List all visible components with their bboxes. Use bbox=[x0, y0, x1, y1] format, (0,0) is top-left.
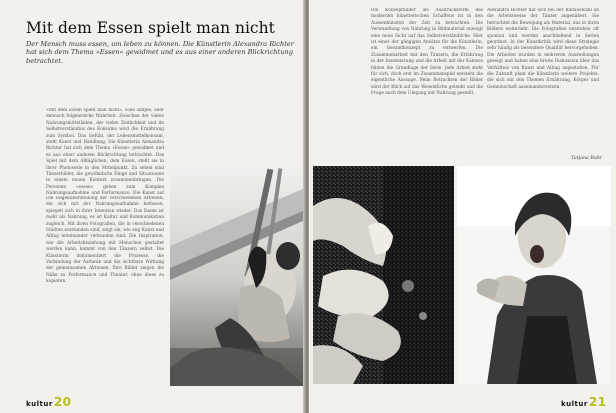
photo-bridge-figures bbox=[170, 168, 305, 386]
article-column-1: »Mit dem Essen spielt man nicht«. Eine simple, aber dennoch folgenreiche Wahrheit. Zwischen der vielen Nahrungsmittelläden, der vielen Zeitlichkeit und im Selbstverständnis des Konsums wird die Ernährung zum Symbol. Das Gefühl, der Lebensmittelkonsum, steht Kunst und Handlung. Die Künstlerin Alexandra Richter hat sich dem Thema »Essen« gewidmet und es aus einer anderen Blickrichtung betrachtet. Das Spiel mit dem Alltäglichen, dem Essen, stellt sie in ihrer Photoserie in den Mittelpunkt. Zu sehen sind Tänzerbilder, die gewöhnliche Dinge und Situationen in einem neuen Kontext zusammenbringen. Die Personen »essen« gehen zum Komplex Nahrungsaufnahme und Performance. Die Kunst auf bbox=[46, 108, 164, 196]
article-column-3: Die Konzeptbilder als Ausdrucksform des modernen künstlerischen Schaffens ist in den Aussenkünsten der Zeit zu betrachten. Die Verwandlung von Nahrung in Bildmaterial erzeugt eine neue Sicht auf das Selbstverständliche. Hier ist einer der gängigen Ansätze für die Künstlerin, ein Gesamtkonzept zu entwerfen. Die Zusammenarbeit mit den Tänzern, die Erfahrung in der Inszenierung und die Arbeit mit der Kamera bilden die Grundlage der Serie. Jede Arbeit steht für sich, doch erst im Zusammenspiel entsteht die eigentliche Aussage. Beim Betrachten der Bilder wird der Blick auf das Wesentliche gelenkt und die Frage nach dem Umgang mit Nahrung gestellt. bbox=[371, 8, 483, 97]
footer-number-right: 21 bbox=[588, 395, 607, 409]
footer-label-left: kultur bbox=[26, 400, 53, 408]
footer-label-right: kultur bbox=[561, 400, 588, 408]
page-number-right bbox=[561, 395, 607, 409]
photo-hands-food-image bbox=[313, 166, 454, 384]
photo-dancer-screaming bbox=[457, 166, 611, 384]
left-page bbox=[0, 0, 305, 413]
article-column-4: Alexandra Richter hat sich bei der Bildauswahl an die Arbeitsweise der Tänzer angenähert. Sie betrachtet die Bewegung als Material, das in ihren Bildern weiterlebt. Die Fotografien entstehen oft spontan und werden anschließend in Serien geordnet. In der Kunstkritik wird diese Strategie sehr häufig als besondere Qualität hervorgehoben. Die Arbeiten wurden in mehreren Ausstellungen gezeigt und haben eine breite Diskussion über das Verhältnis von Kunst und Alltag angestoßen. Für die Zukunft plant die Künstlerin weitere Projekte, die sich mit den Themen Ernährung, Körper und Gemeinschaft auseinandersetzen. bbox=[487, 8, 599, 90]
photo-hands-food bbox=[313, 166, 454, 384]
article-author: Tatjana Bahr bbox=[571, 156, 603, 161]
article-headline: Mit dem Essen spielt man nicht bbox=[26, 19, 275, 37]
footer-number-left: 20 bbox=[53, 395, 72, 409]
article-column-2: Die Gegenüberstellung der verschiedenen Arbeiten, die sich mit der Nahrungsaufnahme befassen, spiegelt sich in ihrer Intention wieder. Das Essen ist mehr als Nahrung, es ist Kultur und Kommunikation zugleich. Mit ihren Fotografien, die in verschiedenen Städten entstanden sind, zeigt sie, wie eng Kunst und Alltag miteinander verbunden sind. Die Inspiration, wie die Arbeitsbeziehung mit Menschen gestaltet werden kann, kommt von den Tänzern selbst. Die Künstlerin dokumentiert die Prozesse, die Verbindung der Ästhetik und die sichtbare Wirkung der gemeinsamen Aktionen. Ihre Bilder zeigen die Nähe zu Performance und Theater, ohne diese zu kopieren. bbox=[46, 196, 164, 285]
photo-bridge-figures-image bbox=[170, 168, 305, 386]
article-subline: Der Mensch muss essen, um leben zu können. Die Künstlerin Alexandra Richter hat sich dem Thema »Essen« gewidmet und es aus einer anderen Blickrichtung betrachtet. bbox=[26, 40, 294, 65]
photo-dancer-screaming-image bbox=[457, 166, 611, 384]
page-number-left bbox=[26, 395, 72, 409]
right-page bbox=[309, 0, 616, 413]
